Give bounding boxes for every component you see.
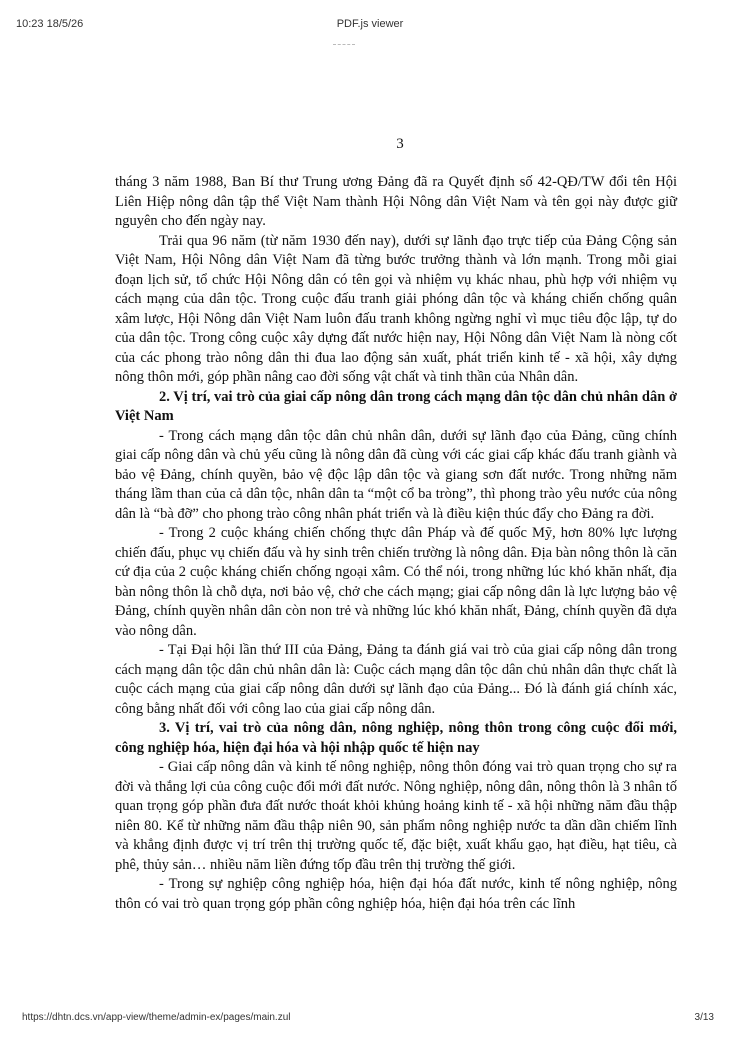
print-header (0, 0, 740, 40)
print-datetime: 10:23 18/5/26 (16, 18, 84, 30)
page-number: 3 (396, 136, 404, 152)
paragraph: - Trong cách mạng dân tộc dân chủ nhân dân, dưới sự lãnh đạo của Đảng, cũng chính giai cấp nông dân và chủ yếu cũng là nông dân đã cùng với các giai cấp khác đấu tranh giành và bảo vệ Đảng, chính quyền, bảo vệ độc lập dân tộc và giang sơn đất nước. Trong những năm tháng lầm than của cả dân tộc, nhân dân ta “một cổ ba tròng”, thì phong trào yêu nước của nông dân là “bà đỡ” cho phong trào công nhân phát triển và là điều kiện thúc đẩy cho Đảng ra đời. (115, 427, 677, 522)
viewer-title: PDF.js viewer (336, 18, 404, 30)
paragraph: - Giai cấp nông dân và kinh tế nông nghiệp, nông thôn đóng vai trò quan trọng cho sự ra đời và thắng lợi của công cuộc đổi mới đất nước. Nông nghiệp, nông dân, nông thôn là 3 nhân tố quan trọng góp phần đưa đất nước thoát khỏi khủng hoảng kinh tế - xã hội những năm đầu thập niên 80. Kể từ những năm đầu thập niên 90, sản phẩm nông nghiệp nước ta dần dần chiếm lĩnh và khẳng định được vị trí trên thị trường quốc tế, đặc biệt, xuất khẩu gạo, hạt điều, hạt tiêu, cà phê, thủy sản… nhiều năm liền đứng tốp đầu trên thị trường thế giới. (115, 759, 677, 873)
document-body (115, 173, 677, 914)
section-heading: 3. Vị trí, vai trò của nông dân, nông nghiệp, nông thôn trong công cuộc đổi mới, công nghiệp hóa, hiện đại hóa và hội nhập quốc tế hiện nay (115, 720, 677, 756)
paragraph: - Tại Đại hội lần thứ III của Đảng, Đảng ta đánh giá vai trò của giai cấp nông dân trong cách mạng dân tộc dân chủ nhân dân là: Cuộc cách mạng dân tộc dân chủ nhân dân thực chất là cuộc cách mạng của giai cấp nông dân dưới sự lãnh đạo của Đảng... Đó là đánh giá chính xác, công bằng nhất đối với công lao của giai cấp nông dân. (115, 642, 677, 717)
paragraph: Trải qua 96 năm (từ năm 1930 đến nay), dưới sự lãnh đạo trực tiếp của Đảng Cộng sản Việt Nam, Hội Nông dân Việt Nam đã từng bước trưởng thành và lớn mạnh. Trong mỗi giai đoạn lịch sử, tổ chức Hội Nông dân có tên gọi và nhiệm vụ khác nhau, phù hợp với nhiệm vụ cách mạng của dân tộc. Trong cuộc đấu tranh giải phóng dân tộc và kháng chiến chống quân xâm lược, Hội Nông dân Việt Nam luôn đấu tranh không ngừng nghỉ vì mục tiêu độc lập, tự do của dân tộc. Trong công cuộc xây dựng đất nước hiện nay, Hội Nông dân Việt Nam là nòng cốt của các phong trào nông dân thi đua lao động sản xuất, phát triển kinh tế - xã hội, xây dựng nông thôn mới, góp phần nâng cao đời sống vật chất và tinh thần của Nhân dân. (115, 232, 677, 385)
scan-mark (333, 44, 355, 45)
page-url: https://dhtn.dcs.vn/app-view/theme/admin-ex/pages/main.zul (22, 1012, 291, 1023)
print-footer (0, 1012, 740, 1032)
paragraph: - Trong sự nghiệp công nghiệp hóa, hiện đại hóa đất nước, kinh tế nông nghiệp, nông thôn có vai trò quan trọng góp phần công nghiệp hóa, hiện đại hóa trên các lĩnh (115, 876, 677, 912)
paragraph: - Trong 2 cuộc kháng chiến chống thực dân Pháp và đế quốc Mỹ, hơn 80% lực lượng chiến đấu, phục vụ chiến đấu và hy sinh trên chiến trường là nông dân. Địa bàn nông thôn là căn cứ địa của 2 cuộc kháng chiến chống ngoại xâm. Có thể nói, trong những lúc khó khăn nhất, địa bàn nông thôn là chỗ dựa, nơi bảo vệ, chở che cách mạng; giai cấp nông dân là lực lượng bảo vệ Đảng, chính quyền nhân dân còn non trẻ và những lúc khó khăn nhất, Đảng, chính quyền đã dựa vào nông dân. (115, 525, 677, 639)
paragraph: tháng 3 năm 1988, Ban Bí thư Trung ương Đảng đã ra Quyết định số 42-QĐ/TW đổi tên Hội Liên Hiệp nông dân tập thể Việt Nam thành Hội Nông dân Việt Nam và tên gọi này được giữ nguyên cho đến ngày nay. (115, 174, 677, 229)
section-heading: 2. Vị trí, vai trò của giai cấp nông dân trong cách mạng dân tộc dân chủ nhân dân ở Việt Nam (115, 388, 677, 424)
page-counter: 3/13 (694, 1012, 714, 1023)
